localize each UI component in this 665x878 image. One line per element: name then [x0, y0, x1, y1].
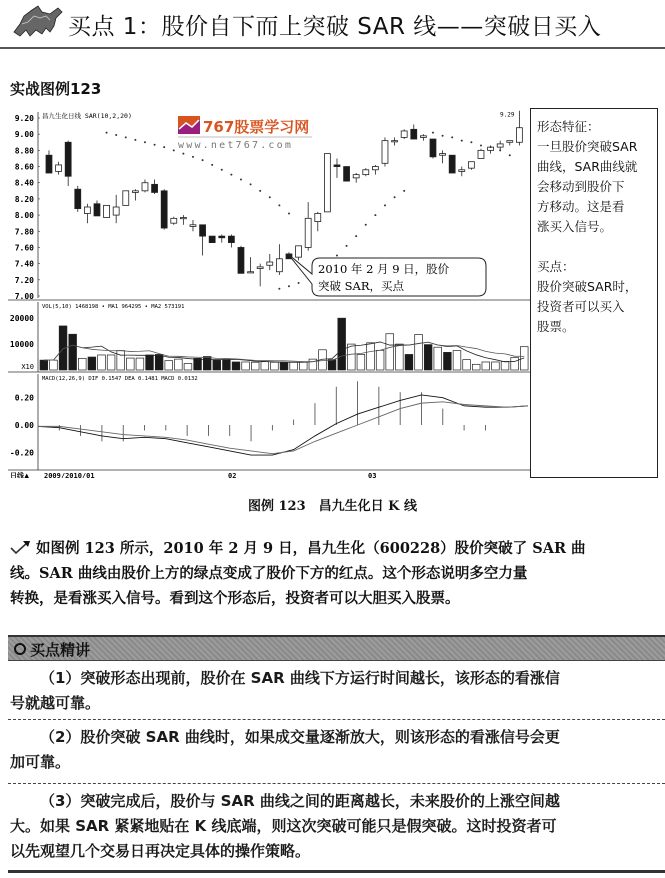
key-point-text: （3）突破完成后，股价与 SAR 曲线之间的距离越长，未来股价的上涨空间越	[40, 792, 560, 810]
svg-text:7.00: 7.00	[14, 292, 34, 301]
svg-text:突破 SAR，买点: 突破 SAR，买点	[318, 279, 404, 293]
key-point-text: 号就越可靠。	[10, 694, 101, 712]
dashed-divider	[8, 783, 665, 784]
svg-text:2009/2010/01: 2009/2010/01	[44, 472, 95, 478]
description-line: 如图例 123 所示，2010 年 2 月 9 日，昌九生化（600228）股价突破了 SAR 曲	[36, 540, 586, 557]
bottom-divider	[8, 870, 665, 873]
key-point-1	[10, 666, 655, 716]
buy-point-line: 股票。	[537, 319, 575, 334]
description-line: 转换，是看涨买入信号。看到这个形态后，投资者可以大胆买入股票。	[10, 590, 460, 607]
svg-text:0.20: 0.20	[14, 393, 34, 403]
key-point-text: 加可靠。	[10, 753, 71, 771]
key-points-banner	[8, 635, 665, 661]
svg-text:8.40: 8.40	[14, 178, 34, 188]
key-point-text: 大。如果 SAR 紧紧地贴在 K 线底端，则这次突破可能只是假突破。这时投资者可	[10, 817, 557, 835]
pattern-line: 曲线，SAR曲线就	[537, 159, 638, 174]
buy-point-line: 股价突破SAR时，	[537, 279, 638, 294]
buy-point-heading: 买点：	[537, 259, 575, 274]
svg-text:8.80: 8.80	[14, 146, 34, 156]
svg-text:8.60: 8.60	[14, 162, 34, 172]
svg-text:8.00: 8.00	[14, 211, 34, 221]
dashed-divider	[8, 719, 665, 720]
svg-text:9.00: 9.00	[14, 130, 34, 140]
checkmark-arrow-icon	[10, 540, 32, 554]
banner-title: 买点精讲	[30, 641, 91, 659]
key-point-text: （2）股价突破 SAR 曲线时，如果成交量逐渐放大，则该形态的看涨信号会更	[40, 728, 560, 746]
bull-icon	[10, 2, 66, 42]
pattern-features-heading: 形态特征：	[537, 119, 600, 134]
figure-caption: 图例 123 昌九生化日 K 线	[247, 499, 417, 514]
section-label: 实战图例123	[10, 80, 102, 98]
svg-text:日线▲: 日线▲	[10, 472, 30, 478]
svg-text:9.29: 9.29	[500, 111, 515, 119]
svg-text:03: 03	[368, 472, 377, 478]
svg-text:8.20: 8.20	[14, 194, 34, 204]
pattern-line: 方移动。这是看	[537, 199, 625, 214]
svg-text:20000: 20000	[9, 314, 34, 324]
description-paragraph	[10, 536, 655, 611]
svg-text:X10: X10	[21, 363, 34, 371]
key-point-text: 以先观望几个交易日再决定具体的操作策略。	[10, 842, 311, 860]
pattern-line: 会移动到股价下	[537, 179, 625, 194]
svg-text:昌九生化日线 SAR(10,2,20): 昌九生化日线 SAR(10,2,20)	[42, 112, 132, 120]
svg-text:0.00: 0.00	[14, 421, 34, 430]
pattern-line: 涨买入信号。	[537, 219, 613, 234]
svg-text:7.80: 7.80	[14, 227, 34, 237]
key-point-text: （1）突破形态出现前，股价在 SAR 曲线下方运行时间越长，该形态的看涨信	[40, 669, 560, 687]
svg-text:9.20: 9.20	[14, 114, 34, 123]
svg-text:7.40: 7.40	[14, 259, 34, 269]
circle-bullet-icon	[14, 643, 26, 655]
pattern-line: 一旦股价突破SAR	[537, 139, 638, 154]
page-header	[0, 0, 665, 50]
svg-text:www.net767.com: www.net767.com	[178, 140, 294, 151]
page-title: 买点 1：股价自下而上突破 SAR 线——突破日买入	[68, 14, 602, 40]
svg-text:VOL(5,10) 1468198 ∙ MA1 964295: VOL(5,10) 1468198 ∙ MA1 964295 ∙ MA2 573191	[42, 304, 185, 310]
svg-text:-0.20: -0.20	[9, 448, 34, 458]
pattern-notes-panel	[530, 108, 658, 478]
svg-text:2010 年 2 月 9 日，股价: 2010 年 2 月 9 日，股价	[318, 262, 450, 276]
svg-text:767股票学习网: 767股票学习网	[203, 118, 310, 136]
svg-text:7.60: 7.60	[14, 243, 34, 253]
svg-text:MACD(12,26,9) DIF 0.1547 DEA 0: MACD(12,26,9) DIF 0.1547 DEA 0.1481 MACD 0.0132	[42, 376, 198, 382]
svg-text:7.20: 7.20	[14, 275, 34, 285]
key-point-3	[10, 789, 655, 864]
description-line: 线。SAR 曲线由股价上方的绿点变成了股价下方的红点。这个形态说明多空力量	[10, 565, 528, 582]
svg-text:10000: 10000	[9, 340, 34, 350]
svg-text:02: 02	[228, 472, 237, 478]
buy-point-line: 投资者可以买入	[537, 299, 625, 314]
header-divider	[0, 47, 665, 49]
key-point-2	[10, 725, 655, 775]
